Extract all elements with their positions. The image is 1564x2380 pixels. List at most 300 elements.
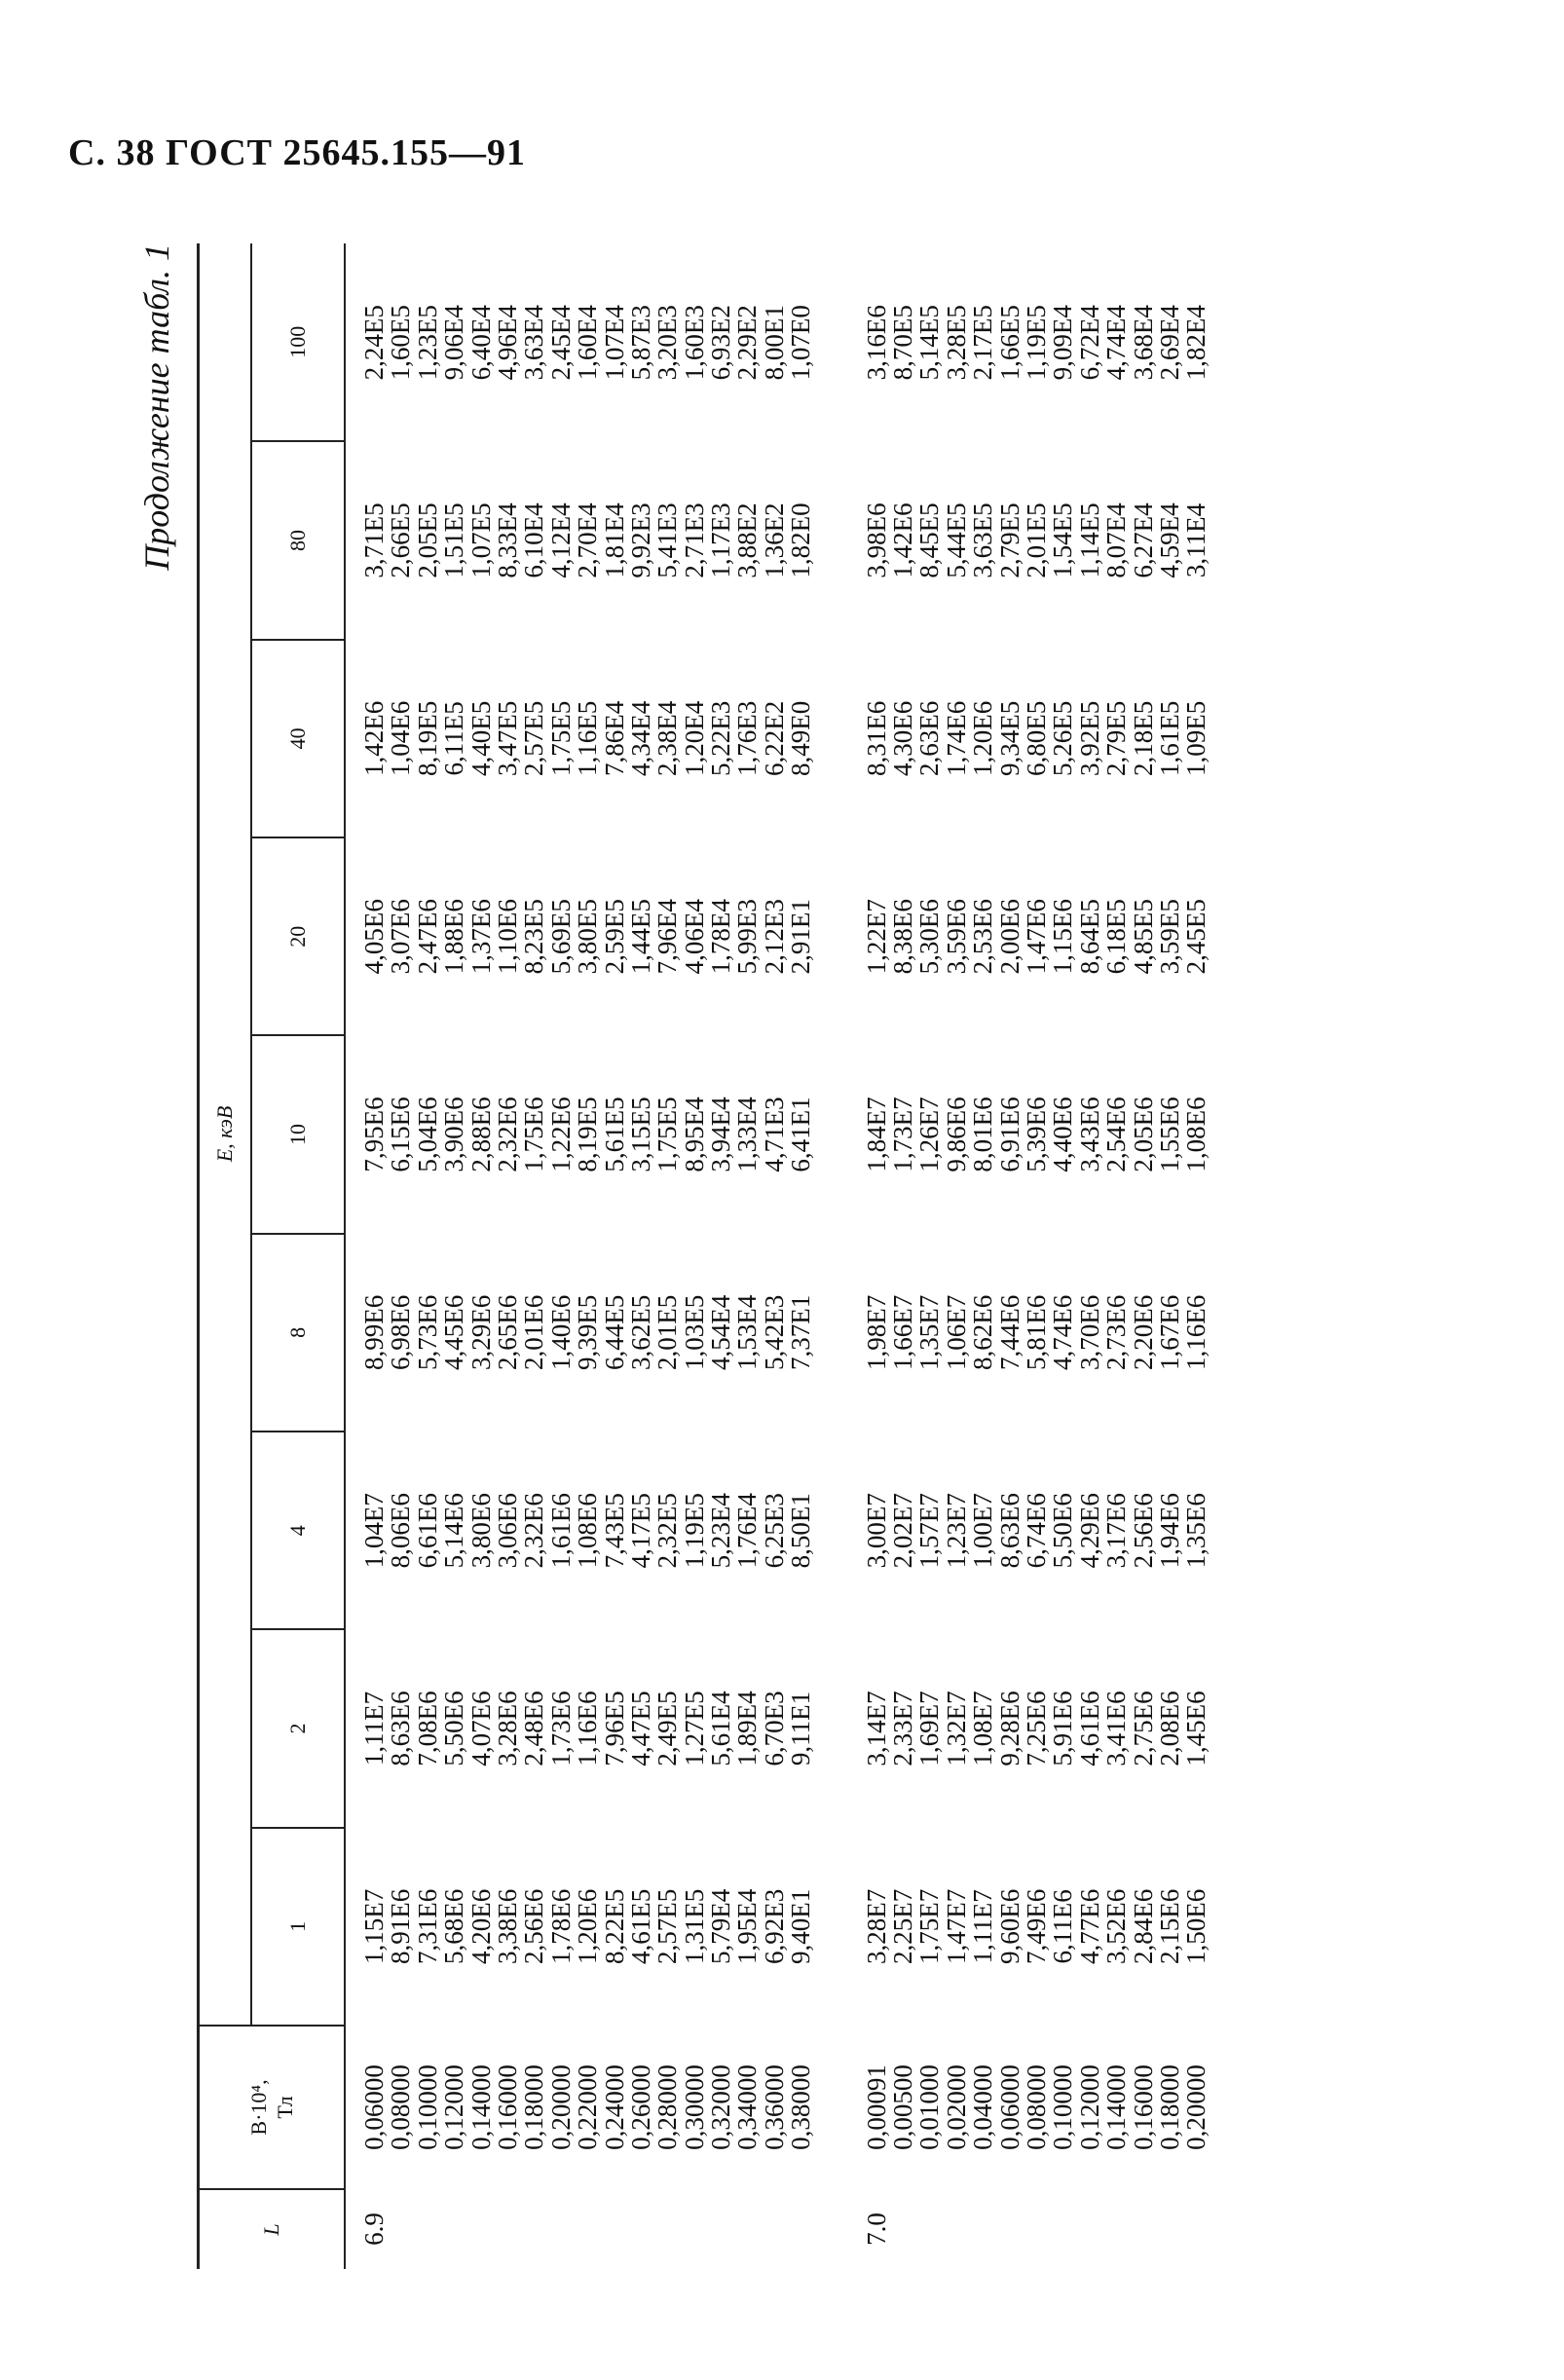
flux-value: 6,11E6 — [1048, 1889, 1078, 1964]
flux-value: 2,32E5 — [652, 1493, 683, 1569]
flux-value: 2,15E6 — [1154, 1888, 1184, 1964]
flux-value: 1,20E4 — [679, 700, 709, 776]
b-value: 0,12000 — [439, 2064, 469, 2150]
flux-value: 3,63E4 — [519, 305, 549, 381]
flux-value: 8,91E6 — [386, 1888, 416, 1964]
flux-value: 7,95E6 — [359, 1097, 389, 1172]
flux-value: 7,49E6 — [1021, 1888, 1051, 1964]
flux-value: 1,19E5 — [679, 1493, 709, 1569]
flux-value: 4,45E6 — [439, 1294, 469, 1370]
flux-value: 6,25E3 — [759, 1493, 789, 1569]
flux-value: 8,01E6 — [968, 1097, 998, 1172]
b-value: 0,34000 — [732, 2064, 763, 2150]
b-value: 0,30000 — [679, 2064, 709, 2150]
flux-value: 7,96E5 — [599, 1691, 629, 1766]
flux-value: 1,67E6 — [1154, 1294, 1184, 1370]
flux-value: 3,00E7 — [861, 1493, 891, 1569]
flux-value: 2,32E6 — [519, 1493, 549, 1569]
continuation-title: Продолжение табл. 1 — [137, 243, 176, 571]
flux-value: 6,61E6 — [412, 1493, 442, 1569]
flux-value: 6,15E6 — [386, 1097, 416, 1172]
flux-value: 9,39E5 — [573, 1294, 603, 1370]
flux-value: 1,22E6 — [545, 1097, 576, 1172]
flux-value: 1,98E7 — [861, 1294, 891, 1370]
b-value: 0,20000 — [545, 2064, 576, 2150]
flux-value: 9,40E1 — [786, 1888, 816, 1964]
flux-value: 4,61E5 — [625, 1888, 655, 1964]
flux-value: 8,95E4 — [679, 1097, 709, 1172]
flux-value: 8,22E5 — [599, 1888, 629, 1964]
flux-value: 6,41E1 — [786, 1097, 816, 1172]
flux-value: 6,44E5 — [599, 1294, 629, 1370]
flux-value: 3,52E6 — [1101, 1888, 1132, 1964]
flux-value: 4,61E6 — [1074, 1691, 1104, 1766]
flux-value: 1,73E7 — [888, 1097, 918, 1172]
energy-header-4: 4 — [251, 1432, 345, 1629]
flux-value: 1,61E5 — [1154, 700, 1184, 776]
flux-value: 8,33E4 — [492, 502, 522, 578]
flux-value: 2,54E6 — [1101, 1097, 1132, 1172]
flux-value: 1,40E6 — [545, 1294, 576, 1370]
flux-value: 6,91E6 — [994, 1097, 1024, 1172]
flux-value: 2,57E5 — [652, 1888, 683, 1964]
energy-header-20: 20 — [251, 837, 345, 1035]
energy-header-40: 40 — [251, 640, 345, 837]
flux-value: 1,15E6 — [1048, 899, 1078, 975]
flux-value: 2,47E6 — [412, 899, 442, 975]
flux-value: 1,20E6 — [968, 700, 998, 776]
flux-value: 4,29E6 — [1074, 1493, 1104, 1569]
flux-value: 1,07E5 — [465, 502, 496, 578]
flux-value: 6,40E4 — [465, 305, 496, 381]
b-value: 0,18000 — [1154, 2064, 1184, 2150]
flux-value: 1,08E6 — [1181, 1097, 1211, 1172]
flux-value: 4,06E4 — [679, 899, 709, 975]
flux-value: 1,45E6 — [1181, 1691, 1211, 1766]
energy-header-1: 1 — [251, 1828, 345, 2026]
flux-value: 3,94E4 — [706, 1097, 736, 1172]
flux-value: 8,31E6 — [861, 700, 891, 776]
flux-value: 1,08E7 — [968, 1691, 998, 1766]
flux-value: 7,08E6 — [412, 1691, 442, 1766]
flux-value: 2,08E6 — [1154, 1691, 1184, 1766]
flux-value: 1,19E5 — [1021, 305, 1051, 381]
flux-column — [848, 1629, 1244, 1827]
flux-value: 1,95E4 — [732, 1888, 763, 1964]
flux-value: 1,20E6 — [573, 1888, 603, 1964]
flux-value: 3,29E6 — [465, 1294, 496, 1370]
flux-value: 8,45E5 — [914, 502, 945, 578]
flux-value: 3,92E5 — [1074, 700, 1104, 776]
flux-value: 8,23E5 — [519, 899, 549, 975]
flux-value: 1,53E4 — [732, 1294, 763, 1370]
col-header-energy: E, кэВ — [199, 243, 252, 2026]
flux-value: 2,59E5 — [599, 899, 629, 975]
b-value: 0,36000 — [759, 2064, 789, 2150]
flux-value: 6,92E3 — [759, 1888, 789, 1964]
flux-value: 5,61E4 — [706, 1691, 736, 1766]
flux-value: 4,30E6 — [888, 700, 918, 776]
flux-value: 3,59E6 — [941, 899, 971, 975]
col-header-l: L — [199, 2189, 346, 2269]
flux-value: 5,99E3 — [732, 899, 763, 975]
flux-value: 3,63E5 — [968, 502, 998, 578]
b-value: 0,26000 — [625, 2064, 655, 2150]
flux-value: 6,10E4 — [519, 502, 549, 578]
flux-value: 1,89E4 — [732, 1691, 763, 1766]
flux-value: 2,49E5 — [652, 1691, 683, 1766]
flux-value: 4,20E6 — [465, 1888, 496, 1964]
flux-value: 6,93E2 — [706, 305, 736, 381]
flux-value: 2,79E5 — [994, 502, 1024, 578]
flux-value: 8,38E6 — [888, 899, 918, 975]
flux-value: 4,71E3 — [759, 1097, 789, 1172]
flux-value: 8,19E5 — [573, 1097, 603, 1172]
b-value: 0,12000 — [1074, 2064, 1104, 2150]
flux-value: 2,70E4 — [573, 502, 603, 578]
flux-value: 4,54E4 — [706, 1294, 736, 1370]
flux-value: 2,24E5 — [359, 305, 389, 381]
flux-value: 1,31E5 — [679, 1888, 709, 1964]
b-value: 0,10000 — [1048, 2064, 1078, 2150]
b-value: 0,06000 — [994, 2064, 1024, 2150]
flux-value: 4,12E4 — [545, 502, 576, 578]
flux-value: 1,74E6 — [941, 700, 971, 776]
flux-value: 4,40E6 — [1048, 1097, 1078, 1172]
flux-value: 8,00E1 — [759, 305, 789, 381]
flux-value: 2,66E5 — [386, 502, 416, 578]
flux-value: 1,33E4 — [732, 1097, 763, 1172]
flux-value: 3,98E6 — [861, 502, 891, 578]
b-value: 0,14000 — [465, 2064, 496, 2150]
flux-value: 5,87E3 — [625, 305, 655, 381]
flux-value: 2,75E6 — [1128, 1691, 1158, 1766]
flux-value: 1,60E3 — [679, 305, 709, 381]
flux-value: 1,04E7 — [359, 1493, 389, 1569]
flux-column — [345, 1035, 848, 1233]
flux-value: 5,68E6 — [439, 1888, 469, 1964]
flux-value: 6,11E5 — [439, 701, 469, 776]
flux-value: 1,47E7 — [941, 1888, 971, 1964]
flux-value: 7,43E5 — [599, 1493, 629, 1569]
flux-value: 1,35E6 — [1181, 1493, 1211, 1569]
flux-value: 7,96E4 — [652, 899, 683, 975]
flux-value: 1,66E7 — [888, 1294, 918, 1370]
flux-value: 5,50E6 — [439, 1691, 469, 1766]
flux-value: 2,56E6 — [1128, 1493, 1158, 1569]
flux-value: 3,20E3 — [652, 305, 683, 381]
flux-value: 2,45E4 — [545, 305, 576, 381]
flux-value: 5,79E4 — [706, 1888, 736, 1964]
flux-value: 7,25E6 — [1021, 1691, 1051, 1766]
flux-value: 4,96E4 — [492, 305, 522, 381]
flux-value: 2,91E1 — [786, 899, 816, 975]
flux-column — [345, 640, 848, 837]
flux-value: 4,07E6 — [465, 1691, 496, 1766]
flux-value: 5,42E3 — [759, 1294, 789, 1370]
flux-value: 3,80E5 — [573, 899, 603, 975]
flux-value: 5,81E6 — [1021, 1294, 1051, 1370]
flux-value: 3,80E6 — [465, 1493, 496, 1569]
flux-value: 1,07E4 — [599, 305, 629, 381]
flux-value: 1,23E5 — [412, 305, 442, 381]
flux-value: 1,44E5 — [625, 899, 655, 975]
table-group — [345, 243, 848, 2269]
flux-value: 1,81E4 — [599, 502, 629, 578]
flux-value: 1,04E6 — [386, 700, 416, 776]
flux-value: 2,65E6 — [492, 1294, 522, 1370]
flux-value: 3,11E4 — [1181, 502, 1211, 578]
flux-value: 1,36E2 — [759, 502, 789, 578]
b-value: 0,14000 — [1101, 2064, 1132, 2150]
flux-value: 7,37E1 — [786, 1294, 816, 1370]
flux-value: 3,17E6 — [1101, 1493, 1132, 1569]
flux-value: 5,41E3 — [652, 502, 683, 578]
flux-value: 2,88E6 — [465, 1097, 496, 1172]
flux-column — [848, 640, 1244, 837]
flux-column — [345, 1828, 848, 2026]
flux-value: 2,33E7 — [888, 1691, 918, 1766]
flux-value: 8,49E0 — [786, 700, 816, 776]
flux-value: 3,59E5 — [1154, 899, 1184, 975]
flux-value: 1,60E4 — [573, 305, 603, 381]
flux-value: 7,31E6 — [412, 1888, 442, 1964]
flux-value: 1,32E7 — [941, 1691, 971, 1766]
flux-value: 1,75E5 — [652, 1097, 683, 1172]
table-group — [848, 243, 1244, 2269]
flux-value: 5,26E5 — [1048, 700, 1078, 776]
flux-value: 2,53E6 — [968, 899, 998, 975]
flux-value: 2,17E5 — [968, 305, 998, 381]
flux-value: 9,60E6 — [994, 1888, 1024, 1964]
flux-value: 6,98E6 — [386, 1294, 416, 1370]
flux-value: 9,06E4 — [439, 305, 469, 381]
flux-column — [848, 1035, 1244, 1233]
flux-value: 1,82E0 — [786, 502, 816, 578]
data-table — [197, 243, 1244, 2269]
flux-column — [848, 1432, 1244, 1629]
flux-value: 9,11E1 — [786, 1691, 816, 1766]
flux-value: 8,63E6 — [994, 1493, 1024, 1569]
flux-value: 1,50E6 — [1181, 1888, 1211, 1964]
flux-value: 5,39E6 — [1021, 1097, 1051, 1172]
flux-value: 2,12E3 — [759, 899, 789, 975]
flux-value: 1,82E4 — [1181, 305, 1211, 381]
flux-value: 1,09E5 — [1181, 700, 1211, 776]
b-value: 0,24000 — [599, 2064, 629, 2150]
flux-column — [848, 1828, 1244, 2026]
flux-value: 4,77E6 — [1074, 1888, 1104, 1964]
flux-value: 2,38E4 — [652, 700, 683, 776]
flux-value: 3,90E6 — [439, 1097, 469, 1172]
flux-value: 2,45E5 — [1181, 899, 1211, 975]
flux-value: 1,11E7 — [968, 1889, 998, 1964]
flux-value: 1,27E5 — [679, 1691, 709, 1766]
flux-value: 3,68E4 — [1128, 305, 1158, 381]
flux-value: 6,22E2 — [759, 700, 789, 776]
flux-value: 5,04E6 — [412, 1097, 442, 1172]
flux-value: 1,75E6 — [519, 1097, 549, 1172]
flux-value: 8,62E6 — [968, 1294, 998, 1370]
flux-value: 1,75E7 — [914, 1888, 945, 1964]
flux-value: 1,00E7 — [968, 1493, 998, 1569]
flux-value: 1,76E4 — [732, 1493, 763, 1569]
flux-value: 1,15E7 — [359, 1888, 389, 1964]
b-value: 0,22000 — [573, 2064, 603, 2150]
flux-value: 1,69E7 — [914, 1691, 945, 1766]
flux-column — [345, 1234, 848, 1432]
flux-column — [345, 441, 848, 639]
flux-value: 5,23E4 — [706, 1493, 736, 1569]
flux-value: 1,78E6 — [545, 1888, 576, 1964]
flux-value: 1,17E3 — [706, 502, 736, 578]
flux-column — [345, 243, 848, 441]
flux-value: 1,37E6 — [465, 899, 496, 975]
b-value: 0,10000 — [412, 2064, 442, 2150]
b-values — [345, 2026, 848, 2189]
flux-value: 1,16E6 — [573, 1691, 603, 1766]
flux-value: 1,26E7 — [914, 1097, 945, 1172]
flux-value: 7,86E4 — [599, 700, 629, 776]
flux-value: 1,88E6 — [439, 899, 469, 975]
flux-value: 1,42E6 — [888, 502, 918, 578]
flux-value: 4,05E6 — [359, 899, 389, 975]
flux-value: 5,73E6 — [412, 1294, 442, 1370]
flux-value: 3,28E7 — [861, 1888, 891, 1964]
flux-value: 1,16E5 — [573, 700, 603, 776]
flux-value: 3,28E5 — [941, 305, 971, 381]
flux-value: 5,22E3 — [706, 700, 736, 776]
flux-value: 2,32E6 — [492, 1097, 522, 1172]
l-value: 6.9 — [359, 2213, 389, 2246]
flux-value: 2,79E5 — [1101, 700, 1132, 776]
flux-value: 1,35E7 — [914, 1294, 945, 1370]
flux-value: 9,92E3 — [625, 502, 655, 578]
flux-value: 8,70E5 — [888, 305, 918, 381]
flux-value: 1,84E7 — [861, 1097, 891, 1172]
flux-value: 9,86E6 — [941, 1097, 971, 1172]
flux-value: 1,54E5 — [1048, 502, 1078, 578]
flux-value: 9,34E5 — [994, 700, 1024, 776]
b-value: 0,20000 — [1181, 2064, 1211, 2150]
flux-value: 3,47E5 — [492, 700, 522, 776]
rotated-table-page — [136, 243, 1480, 2269]
flux-value: 2,01E5 — [1021, 502, 1051, 578]
flux-value: 8,06E6 — [386, 1493, 416, 1569]
flux-value: 2,25E7 — [888, 1888, 918, 1964]
flux-value: 5,14E5 — [914, 305, 945, 381]
flux-value: 2,01E6 — [519, 1294, 549, 1370]
b-value: 0,02000 — [941, 2064, 971, 2150]
flux-value: 4,47E5 — [625, 1691, 655, 1766]
flux-value: 1,94E6 — [1154, 1493, 1184, 1569]
flux-value: 1,78E4 — [706, 899, 736, 975]
b-value: 0,00091 — [861, 2064, 891, 2150]
flux-value: 2,69E4 — [1154, 305, 1184, 381]
b-value: 0,08000 — [1021, 2064, 1051, 2150]
energy-header-10: 10 — [251, 1035, 345, 1233]
flux-value: 2,29E2 — [732, 305, 763, 381]
flux-value: 1,55E6 — [1154, 1097, 1184, 1172]
flux-value: 1,23E7 — [941, 1493, 971, 1569]
energy-header-80: 80 — [251, 441, 345, 639]
flux-value: 1,75E5 — [545, 700, 576, 776]
flux-value: 3,62E5 — [625, 1294, 655, 1370]
flux-value: 3,15E5 — [625, 1097, 655, 1172]
flux-value: 1,51E5 — [439, 502, 469, 578]
flux-value: 6,27E4 — [1128, 502, 1158, 578]
flux-value: 3,16E6 — [861, 305, 891, 381]
b-value: 0,04000 — [968, 2064, 998, 2150]
flux-value: 1,14E5 — [1074, 502, 1104, 578]
b-value: 0,32000 — [706, 2064, 736, 2150]
flux-value: 1,08E6 — [573, 1493, 603, 1569]
flux-value: 8,63E6 — [386, 1691, 416, 1766]
flux-value: 6,72E4 — [1074, 305, 1104, 381]
flux-value: 8,64E5 — [1074, 899, 1104, 975]
flux-value: 1,11E7 — [359, 1691, 389, 1766]
flux-column — [345, 837, 848, 1035]
flux-value: 5,14E6 — [439, 1493, 469, 1569]
flux-value: 4,40E5 — [465, 700, 496, 776]
flux-value: 9,28E6 — [994, 1691, 1024, 1766]
flux-value: 5,91E6 — [1048, 1691, 1078, 1766]
flux-value: 2,56E6 — [519, 1888, 549, 1964]
flux-value: 2,20E6 — [1128, 1294, 1158, 1370]
flux-value: 2,18E5 — [1128, 700, 1158, 776]
flux-value: 4,74E6 — [1048, 1294, 1078, 1370]
flux-value: 1,42E6 — [359, 700, 389, 776]
flux-value: 7,44E6 — [994, 1294, 1024, 1370]
col-header-b: B·10⁴, Тл — [199, 2026, 346, 2189]
flux-value: 4,74E4 — [1101, 305, 1132, 381]
flux-value: 1,76E3 — [732, 700, 763, 776]
flux-value: 3,28E6 — [492, 1691, 522, 1766]
flux-value: 2,00E6 — [994, 899, 1024, 975]
energy-header-2: 2 — [251, 1629, 345, 1827]
flux-value: 3,71E5 — [359, 502, 389, 578]
flux-value: 3,07E6 — [386, 899, 416, 975]
b-values — [848, 2026, 1244, 2189]
flux-value: 4,34E4 — [625, 700, 655, 776]
flux-value: 1,07E0 — [786, 305, 816, 381]
l-value: 7.0 — [861, 2213, 891, 2246]
b-value: 0,00500 — [888, 2064, 918, 2150]
flux-value: 2,84E6 — [1128, 1888, 1158, 1964]
flux-value: 1,47E6 — [1021, 899, 1051, 975]
flux-value: 5,50E6 — [1048, 1493, 1078, 1569]
flux-value: 8,07E4 — [1101, 502, 1132, 578]
b-value: 0,06000 — [359, 2064, 389, 2150]
flux-value: 2,01E5 — [652, 1294, 683, 1370]
b-value: 0,28000 — [652, 2064, 683, 2150]
flux-value: 6,70E3 — [759, 1691, 789, 1766]
flux-value: 3,88E2 — [732, 502, 763, 578]
flux-value: 1,60E5 — [386, 305, 416, 381]
energy-header-100: 100 — [251, 243, 345, 441]
flux-value: 2,57E5 — [519, 700, 549, 776]
flux-value: 9,09E4 — [1048, 305, 1078, 381]
energy-header-8: 8 — [251, 1234, 345, 1432]
flux-value: 2,73E6 — [1101, 1294, 1132, 1370]
flux-column — [848, 837, 1244, 1035]
flux-value: 3,41E6 — [1101, 1691, 1132, 1766]
flux-column — [345, 1629, 848, 1827]
flux-value: 1,16E6 — [1181, 1294, 1211, 1370]
flux-value: 1,06E7 — [941, 1294, 971, 1370]
flux-column — [345, 1432, 848, 1629]
flux-value: 3,70E6 — [1074, 1294, 1104, 1370]
